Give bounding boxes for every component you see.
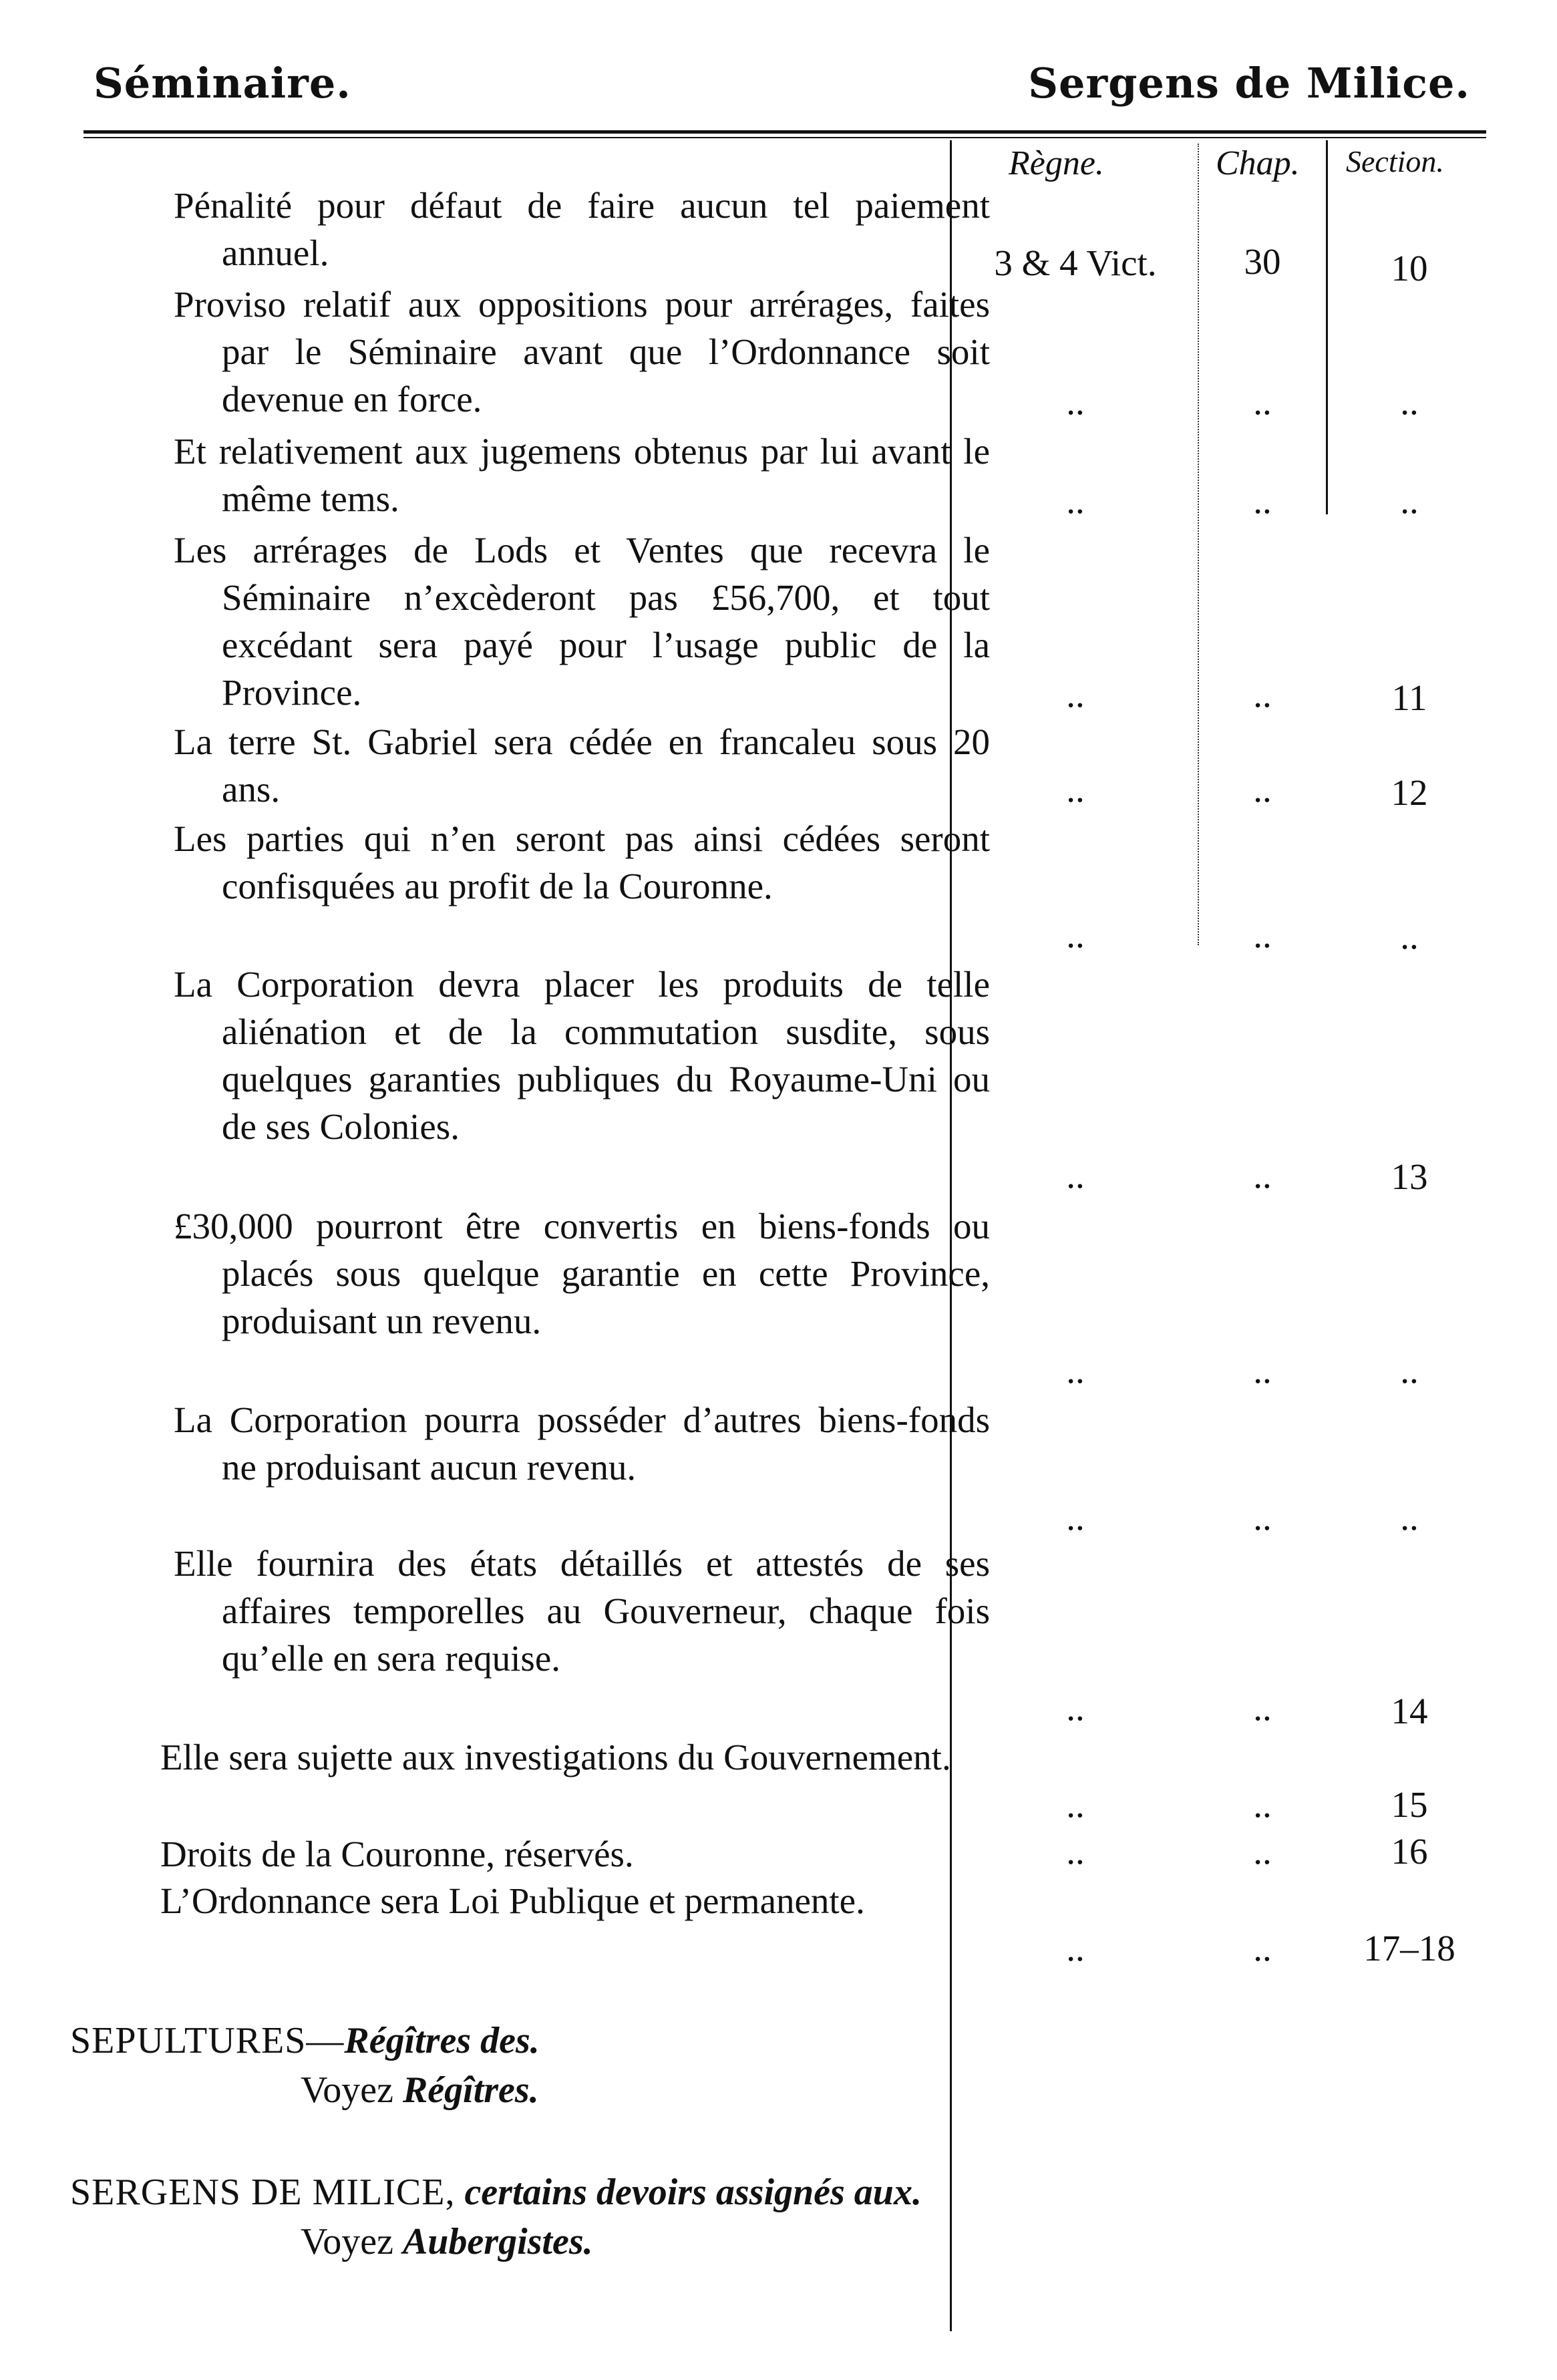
see-reference: Aubergistes. <box>402 2221 593 2262</box>
entry-regne: .. <box>1066 480 1085 521</box>
entry-chap: .. <box>1253 1155 1272 1196</box>
entry-regne: .. <box>1066 1155 1085 1196</box>
see-label: Voyez <box>301 2069 393 2111</box>
entry-text: Droits de la Couronne, réservés. <box>160 1834 634 1874</box>
entry-text: Pénalité pour défaut de faire aucun tel paiement annuel. <box>174 185 990 273</box>
entry-section: 11 <box>1391 677 1427 718</box>
entry-chap: .. <box>1253 1831 1272 1872</box>
entry-chap: 30 <box>1244 241 1281 282</box>
entry-regne: .. <box>1066 769 1085 810</box>
running-head-right: Sergens de Milice. <box>1028 59 1470 108</box>
heading-title: SEPULTURES— <box>70 2020 345 2061</box>
header-rule <box>83 130 1486 134</box>
entry-regne: .. <box>1066 914 1085 955</box>
entry-section: 15 <box>1391 1784 1428 1825</box>
entry-section: 17–18 <box>1363 1928 1455 1969</box>
entry-text: Les arrérages de Lods et Ventes que recevra le Séminaire n’excèderont pas £56,700, et tout excédant sera payé pour l’usage public de la Province. <box>174 530 990 713</box>
entry-section: .. <box>1400 381 1419 422</box>
entry-text: La Corporation pourra posséder d’autres biens-fonds ne produisant aucun revenu. <box>174 1399 990 1488</box>
entry-chap: .. <box>1253 769 1272 810</box>
entry-text: Elle sera sujette aux investigations du Gouvernement. <box>160 1737 951 1777</box>
entry-chap: .. <box>1253 1350 1272 1391</box>
index-heading-sepultures <box>70 2016 540 2115</box>
entry-chap: .. <box>1253 674 1272 715</box>
entry-text: £30,000 pourront être convertis en biens-fonds ou placés sous quelque garantie en cette Province, produisant un revenu. <box>174 1206 990 1341</box>
entry-text: L’Ordonnance sera Loi Publique et permanente. <box>160 1880 865 1921</box>
entry-regne: .. <box>1066 1928 1085 1969</box>
column-head-section: Section. <box>1346 144 1444 178</box>
header-rule-thin <box>83 137 1486 138</box>
entry-chap: .. <box>1253 1784 1272 1825</box>
entry-section: .. <box>1400 1497 1419 1538</box>
column-head-regne: Règne. <box>1009 144 1104 182</box>
see-label: Voyez <box>301 2221 393 2262</box>
entry-text: Et relativement aux jugemens obtenus par lui avant le même tems. <box>174 431 990 519</box>
heading-subject: certains devoirs assignés aux. <box>464 2172 922 2213</box>
entry-section: 10 <box>1391 248 1428 289</box>
entry-regne: .. <box>1066 1497 1085 1538</box>
entry-regne: .. <box>1066 1687 1085 1728</box>
entry-regne: .. <box>1066 1784 1085 1825</box>
entry-text: Elle fournira des états détaillés et attestés de ses affaires temporelles au Gouverneur, chaque fois qu’elle en sera requise. <box>174 1543 990 1679</box>
heading-subject: Régîtres des. <box>344 2020 540 2061</box>
heading-title: SERGENS DE MILICE, <box>70 2172 456 2213</box>
entry-section: .. <box>1400 480 1419 521</box>
entry-section: 12 <box>1391 772 1428 813</box>
cross-reference[interactable] <box>70 2217 959 2266</box>
entry-text: Proviso relatif aux oppositions pour arrérages, faites par le Séminaire avant que l’Ordonnance soit devenue en force. <box>174 284 990 419</box>
entry-regne: .. <box>1066 1831 1085 1872</box>
entry-chap: .. <box>1253 914 1272 955</box>
entry-section: 13 <box>1391 1156 1428 1197</box>
column-head-chap: Chap. <box>1216 144 1300 182</box>
entry-text: Les parties qui n’en seront pas ainsi cédées seront confisquées au profit de la Couronne. <box>174 818 990 906</box>
running-head-left: Séminaire. <box>94 59 351 108</box>
entry-chap: .. <box>1253 1928 1272 1969</box>
entry-text: La terre St. Gabriel sera cédée en francaleu sous 20 ans. <box>174 721 990 810</box>
entry-regne: .. <box>1066 674 1085 715</box>
entry-section: 14 <box>1391 1691 1428 1731</box>
entry-regne: .. <box>1066 381 1085 422</box>
entry-section: .. <box>1400 916 1419 957</box>
entry-section: .. <box>1400 1350 1419 1391</box>
entry-chap: .. <box>1253 1497 1272 1538</box>
cross-reference[interactable] <box>70 2065 540 2115</box>
entry-regne: 3 & 4 Vict. <box>994 242 1157 283</box>
entry-text: La Corporation devra placer les produits de telle aliénation et de la commutation susdite, sous quelques garanties publiques du Royaume-Uni ou de ses Colonies. <box>174 964 990 1147</box>
entry-chap: .. <box>1253 381 1272 422</box>
entry-section: 16 <box>1391 1831 1428 1872</box>
entry-regne: .. <box>1066 1350 1085 1391</box>
column-divider-chap <box>1326 140 1328 514</box>
see-reference: Régîtres. <box>402 2069 539 2111</box>
entry-chap: .. <box>1253 1687 1272 1728</box>
entry-chap: .. <box>1253 480 1272 521</box>
index-heading-sergens <box>70 2168 959 2266</box>
